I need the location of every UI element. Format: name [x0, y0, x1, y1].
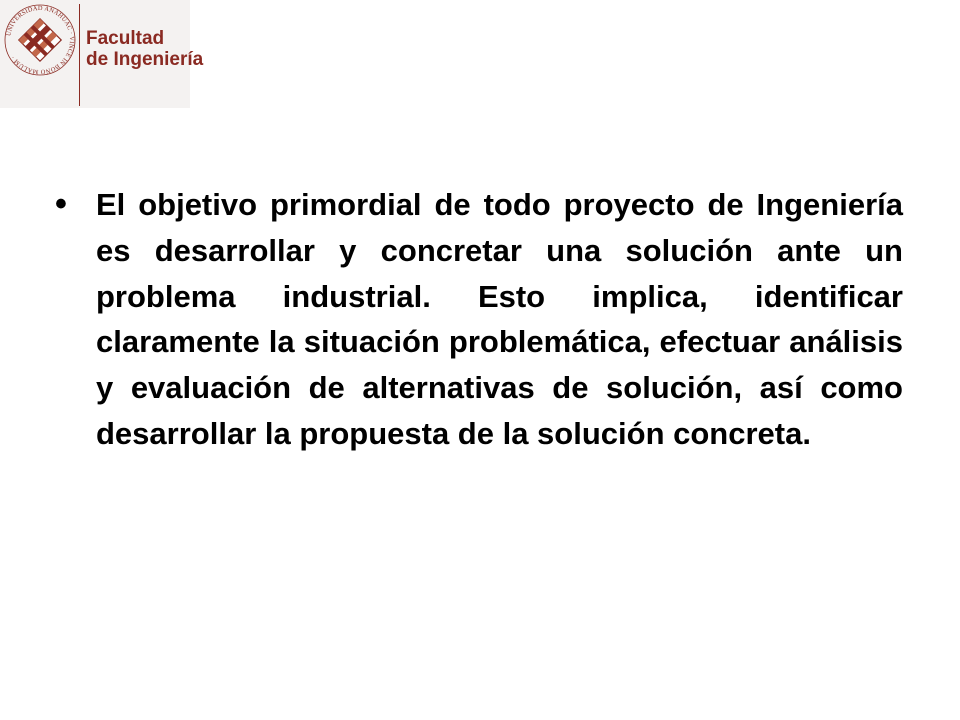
bullet-icon: •	[55, 185, 67, 223]
logo-divider	[79, 4, 80, 106]
faculty-name-line2: de Ingeniería	[86, 49, 204, 70]
faculty-name	[86, 28, 203, 70]
university-logo	[0, 0, 204, 108]
bullet-paragraph: El objetivo primordial de todo proyecto de Ingeniería es desarrollar y concretar una solución ante un problema industrial. Esto implica, identificar claramente la situación problemática, efectuar análisis y evaluación de alternativas de solución, así como desarrollar la propuesta de la solución concreta.	[96, 187, 903, 451]
bullet-item	[55, 182, 903, 457]
seal-text: UNIVERSIDAD ANÁHUAC · VINCE IN BONO MALUM ·	[5, 4, 76, 76]
slide-content	[55, 182, 903, 457]
university-seal-icon	[2, 2, 78, 78]
faculty-name-line1: Facultad	[86, 28, 165, 49]
